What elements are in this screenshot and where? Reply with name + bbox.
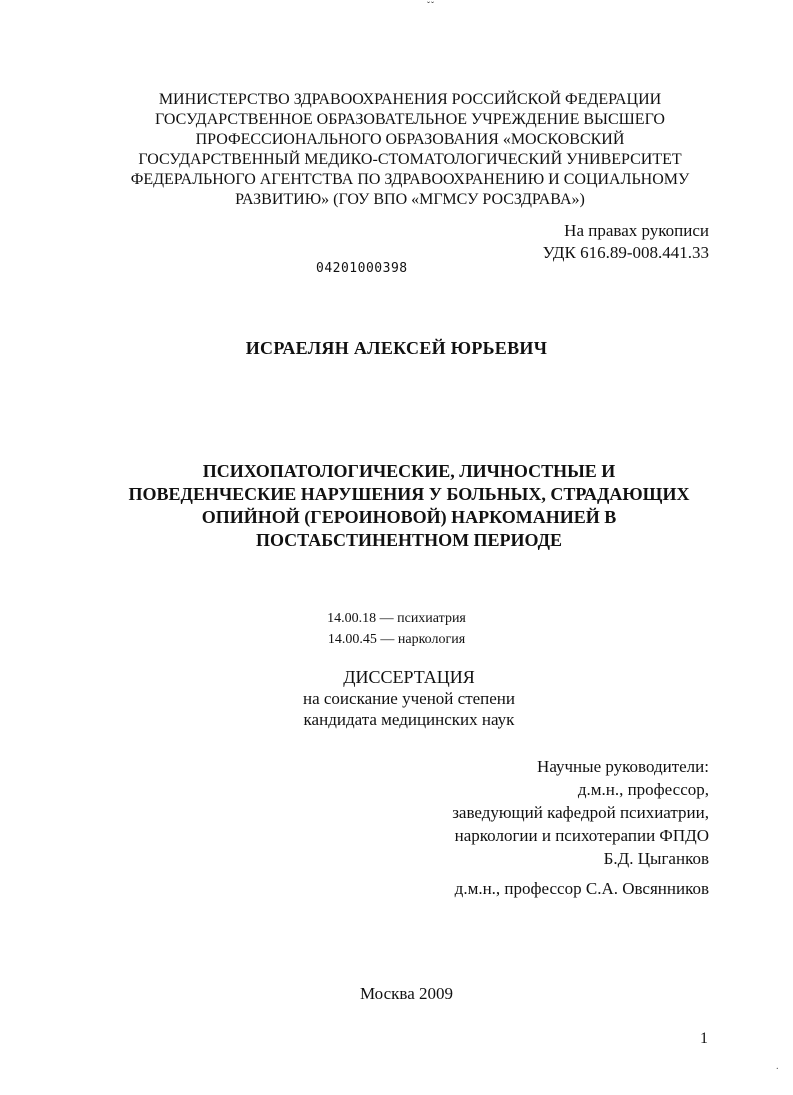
degree-block [0, 667, 793, 730]
document-type: ДИССЕРТАЦИЯ [343, 667, 475, 687]
author-name: ИСРАЕЛЯН АЛЕКСЕЙ ЮРЬЕВИЧ [245, 338, 548, 358]
supervisor-line: Б.Д. Цыганков [603, 849, 709, 868]
specialty-line: 14.00.18 — психиатрия [327, 611, 466, 626]
registration-number: 04201000398 [316, 261, 408, 276]
supervisors-block [452, 755, 709, 870]
supervisor-line: д.м.н., профессор, [577, 780, 709, 799]
header-line: МИНИСТЕРСТВО ЗДРАВООХРАНЕНИЯ РОССИЙСКОЙ ФЕДЕРАЦИИ [158, 91, 662, 108]
manuscript-rights: На правах рукописи [564, 221, 709, 240]
supervisors-heading: Научные руководители: [537, 757, 709, 776]
title-line: ПОВЕДЕНЧЕСКИЕ НАРУШЕНИЯ У БОЛЬНЫХ, СТРАДАЮЩИХ [128, 484, 690, 504]
header-line: ФЕДЕРАЛЬНОГО АГЕНТСТВА ПО ЗДРАВООХРАНЕНИЮ И СОЦИАЛЬНОМУ [130, 171, 690, 188]
header-line: ГОСУДАРСТВЕННОЕ ОБРАЗОВАТЕЛЬНОЕ УЧРЕЖДЕНИЕ ВЫСШЕГО [155, 111, 665, 128]
place-and-year: Москва 2009 [359, 984, 454, 1003]
header-line: РАЗВИТИЮ» (ГОУ ВПО «МГМСУ РОСЗДРАВА») [235, 191, 585, 208]
specialty-codes [0, 608, 793, 650]
degree-name: кандидата медицинских наук [303, 710, 515, 729]
header-line: ПРОФЕССИОНАЛЬНОГО ОБРАЗОВАНИЯ «МОСКОВСКИЙ [195, 131, 625, 148]
title-line: ОПИЙНОЙ (ГЕРОИНОВОЙ) НАРКОМАНИЕЙ В [201, 507, 617, 527]
dissertation-title [96, 460, 722, 552]
udc-code: УДК 616.89-008.441.33 [542, 243, 709, 262]
second-supervisor: д.м.н., профессор С.А. Овсянников [454, 879, 709, 898]
supervisor-line: заведующий кафедрой психиатрии, [452, 803, 709, 822]
specialty-line: 14.00.45 — наркология [327, 632, 466, 647]
edge-mark: · [775, 1064, 779, 1075]
scan-mark: ˇˇ [427, 0, 435, 10]
supervisor-line: наркологии и психотерапии ФПДО [454, 826, 709, 845]
title-line: ПОСТАБСТИНЕНТНОМ ПЕРИОДЕ [255, 530, 563, 550]
manuscript-rights-block [543, 220, 709, 264]
header-line: ГОСУДАРСТВЕННЫЙ МЕДИКО-СТОМАТОЛОГИЧЕСКИЙ УНИВЕРСИТЕТ [138, 151, 682, 168]
institution-header [100, 90, 720, 210]
page-number: 1 [700, 1030, 708, 1047]
degree-purpose: на соискание ученой степени [302, 689, 516, 708]
title-line: ПСИХОПАТОЛОГИЧЕСКИЕ, ЛИЧНОСТНЫЕ И [202, 461, 616, 481]
